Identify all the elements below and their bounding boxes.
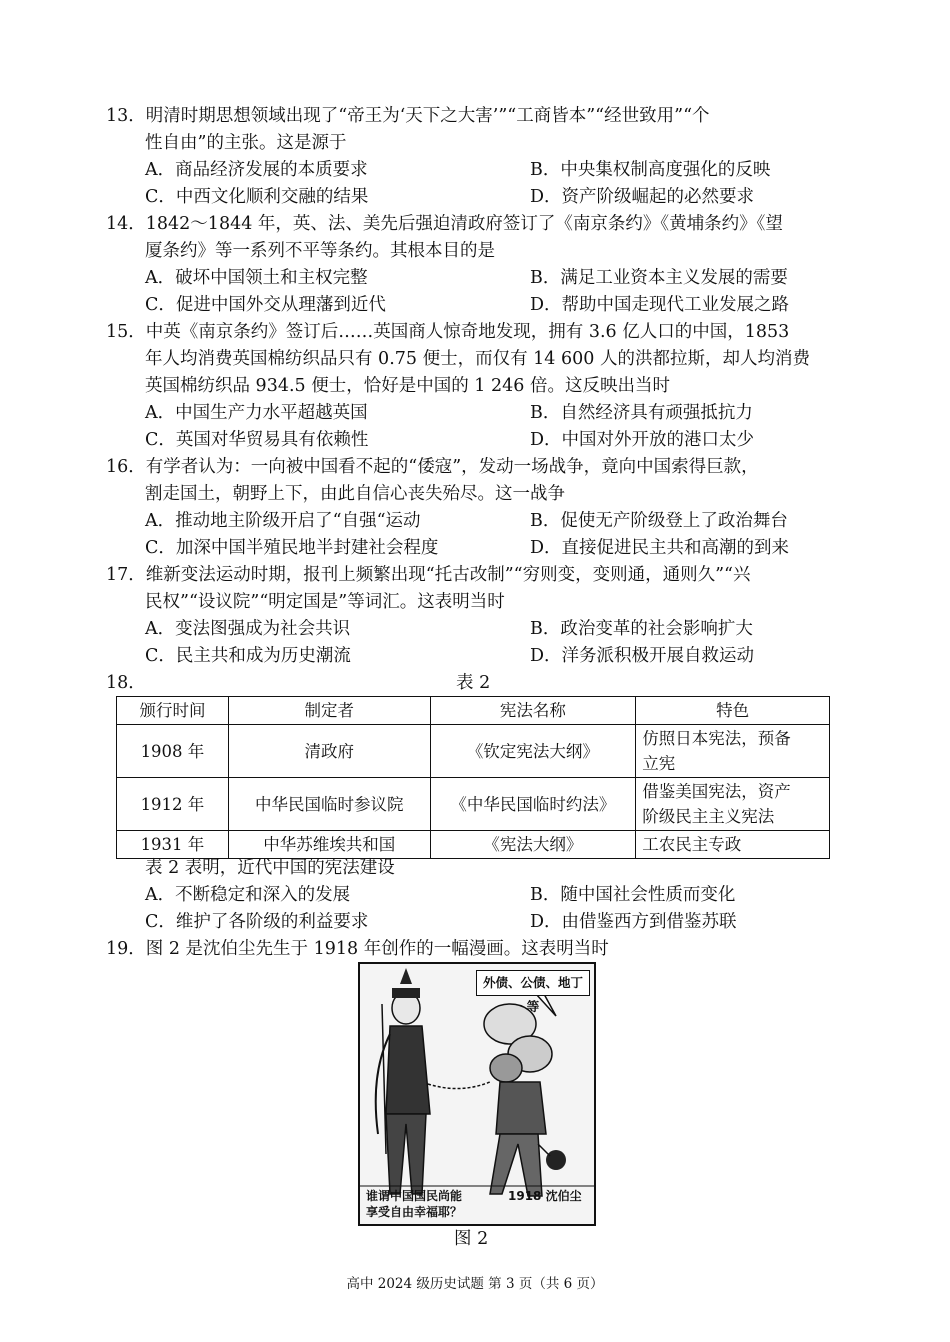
feature-line2: 阶级民主主义宪法	[642, 807, 775, 826]
q17-option-c: C．民主共和成为历史潮流	[145, 646, 351, 666]
q13-stem-line1: 13．明清时期思想领域出现了“帝王为‘天下之大害’”“工商皆本”“经世致用”“个	[106, 106, 710, 126]
feature-line1: 工农民主专政	[642, 835, 742, 854]
q15-option-b: B．自然经济具有顽强抵抗力	[530, 403, 753, 423]
feature-line2: 立宪	[642, 754, 676, 773]
q15-stem-line3: 英国棉纺织品 934.5 便士，恰好是中国的 1 246 倍。这反映出当时	[145, 376, 670, 396]
q18-option-a: A．不断稳定和深入的发展	[145, 885, 351, 905]
table-row	[117, 725, 830, 778]
q13-option-c: C．中西文化顺利交融的结果	[145, 187, 369, 207]
cell-maker: 中华民国临时参议院	[228, 778, 430, 831]
q14-stem-line1: 14．1842～1844 年，英、法、美先后强迫清政府签订了《南京条约》《黄埔条约》《望	[106, 214, 783, 234]
cartoon-figure	[358, 962, 596, 1226]
q14-option-c: C．促进中国外交从理藩到近代	[145, 295, 386, 315]
q15-option-c: C．英国对华贸易具有依赖性	[145, 430, 369, 450]
q18-number: 18．	[106, 673, 146, 693]
table-title: 表 2	[456, 673, 491, 693]
q14-option-b: B．满足工业资本主义发展的需要	[530, 268, 788, 288]
q16-option-c: C．加深中国半殖民地半封建社会程度	[145, 538, 439, 558]
cell-time: 1912 年	[117, 778, 229, 831]
q16-stem-line1: 16．有学者认为：一向被中国看不起的“倭寇”，发动一场战争，竟向中国索得巨款，	[106, 457, 759, 477]
table-row	[117, 778, 830, 831]
cell-time: 1931 年	[117, 831, 229, 859]
q18-option-d: D．由借鉴西方到借鉴苏联	[530, 912, 737, 932]
q13-option-d: D．资产阶级崛起的必然要求	[530, 187, 755, 207]
q18-stem: 表 2 表明，近代中国的宪法建设	[145, 858, 395, 878]
q15-option-d: D．中国对外开放的港口太少	[530, 430, 755, 450]
feature-line1: 借鉴美国宪法，资产	[642, 782, 791, 801]
q15-stem-line2: 年人均消费英国棉纺织品只有 0.75 便士，而仅有 14 600 人的洪都拉斯，却人均消费	[145, 349, 810, 369]
q16-stem-line2: 割走国土，朝野上下，由此自信心丧失殆尽。这一战争	[145, 484, 565, 504]
header-feature: 特色	[636, 697, 830, 725]
constitution-table	[116, 696, 830, 859]
cell-feature	[636, 831, 830, 859]
q13-stem-line2: 性自由”的主张。这是源于	[145, 133, 347, 153]
cartoon-caption-text: 谁谓中国国民尚能 享受自由幸福耶？	[366, 1189, 463, 1219]
cell-name: 《钦定宪法大纲》	[430, 725, 636, 778]
cell-maker: 清政府	[228, 725, 430, 778]
q14-stem-line2: 厦条约》等一系列不平等条约。其根本目的是	[145, 241, 495, 261]
cell-name: 《中华民国临时约法》	[430, 778, 636, 831]
header-time: 颁行时间	[117, 697, 229, 725]
q19-stem-line1: 19．图 2 是沈伯尘先生于 1918 年创作的一幅漫画。这表明当时	[106, 939, 609, 959]
q14-option-d: D．帮助中国走现代工业发展之路	[530, 295, 790, 315]
q17-option-d: D．洋务派积极开展自救运动	[530, 646, 755, 666]
cell-time: 1908 年	[117, 725, 229, 778]
q16-option-d: D．直接促进民主共和高潮的到来	[530, 538, 790, 558]
q16-option-b: B．促使无产阶级登上了政治舞台	[530, 511, 788, 531]
q13-option-a: A．商品经济发展的本质要求	[145, 160, 368, 180]
q14-option-a: A．破坏中国领土和主权完整	[145, 268, 368, 288]
cell-name: 《宪法大纲》	[430, 831, 636, 859]
cartoon-speech-label: 外债、公债、地丁等	[476, 970, 590, 996]
cell-feature	[636, 725, 830, 778]
table-header-row	[117, 697, 830, 725]
feature-line1: 仿照日本宪法，预备	[642, 729, 791, 748]
q18-option-c: C．维护了各阶级的利益要求	[145, 912, 369, 932]
q16-option-a: A．推动地主阶级开启了“自强“运动	[145, 511, 421, 531]
cartoon-illustration	[360, 964, 594, 1224]
cell-maker: 中华苏维埃共和国	[228, 831, 430, 859]
q17-stem-line2: 民权”“设议院”“明定国是”等词汇。这表明当时	[145, 592, 505, 612]
header-maker: 制定者	[228, 697, 430, 725]
q18-option-b: B．随中国社会性质而变化	[530, 885, 736, 905]
cartoon-signature: 1918 沈伯尘	[508, 1189, 582, 1203]
figure-caption: 图 2	[454, 1229, 489, 1249]
q15-option-a: A．中国生产力水平超越英国	[145, 403, 368, 423]
q15-stem-line1: 15．中英《南京条约》签订后……英国商人惊奇地发现，拥有 3.6 亿人口的中国，1853	[106, 322, 790, 342]
page-footer: 高中 2024 级历史试题 第 3 页（共 6 页）	[346, 1276, 604, 1292]
header-name: 宪法名称	[430, 697, 636, 725]
q17-option-a: A．变法图强成为社会共识	[145, 619, 351, 639]
q13-option-b: B．中央集权制高度强化的反映	[530, 160, 771, 180]
q17-option-b: B．政治变革的社会影响扩大	[530, 619, 753, 639]
q17-stem-line1: 17．维新变法运动时期，报刊上频繁出现“托古改制”“穷则变，变则通，通则久”“兴	[106, 565, 751, 585]
cell-feature	[636, 778, 830, 831]
